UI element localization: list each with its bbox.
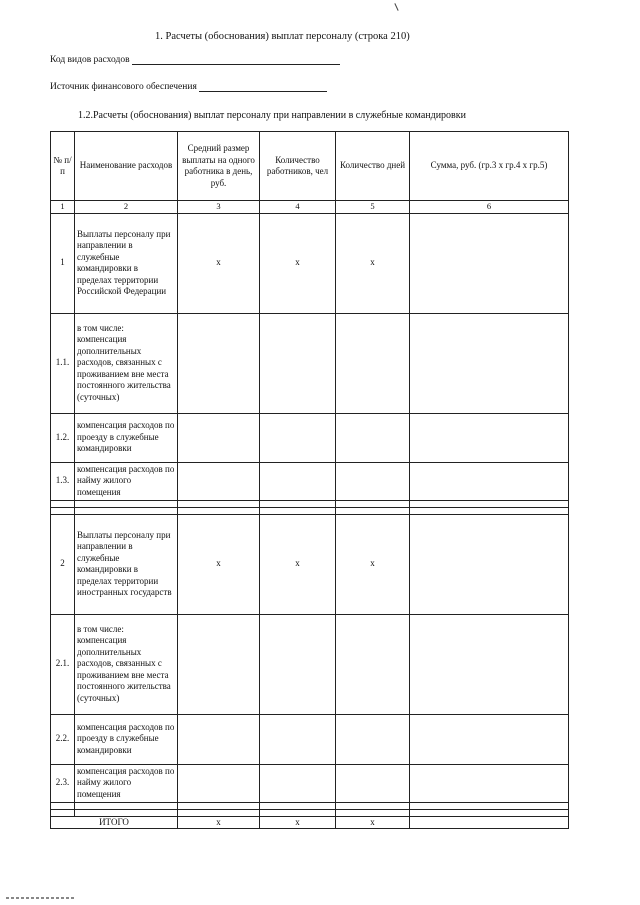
funding-source-blank[interactable] (199, 82, 327, 92)
row-days[interactable] (336, 313, 410, 413)
table-row (51, 213, 569, 313)
column-number: 5 (336, 201, 410, 214)
row-days[interactable] (336, 764, 410, 802)
total-avg-payment[interactable]: x (178, 816, 260, 829)
total-label: ИТОГО (51, 816, 178, 829)
funding-source-label: Источник финансового обеспечения (50, 82, 197, 92)
row-sum[interactable] (410, 213, 569, 313)
row-num: 1.2. (51, 413, 75, 462)
row-sum[interactable] (410, 764, 569, 802)
table-row (51, 413, 569, 462)
row-workers[interactable] (260, 313, 336, 413)
row-workers[interactable] (260, 764, 336, 802)
row-sum[interactable] (410, 313, 569, 413)
header-workers: Количество работников, чел (260, 132, 336, 201)
row-workers[interactable]: x (260, 213, 336, 313)
scan-mark (394, 3, 398, 11)
row-name: в том числе: компенсация дополнительных расходов, связанных с проживанием вне места постоянного жительства (суточных) (75, 614, 178, 714)
header-num: № п/п (51, 132, 75, 201)
row-workers[interactable] (260, 413, 336, 462)
row-avg-payment[interactable] (178, 714, 260, 764)
table-row (51, 514, 569, 614)
table-row (51, 614, 569, 714)
row-days[interactable]: x (336, 514, 410, 614)
row-name: компенсация расходов по найму жилого помещения (75, 462, 178, 500)
total-row (51, 816, 569, 829)
column-numbers-row (51, 201, 569, 214)
page-title: 1. Расчеты (обоснования) выплат персоналу (строка 210) (155, 31, 410, 42)
row-avg-payment[interactable]: x (178, 514, 260, 614)
row-workers[interactable] (260, 714, 336, 764)
row-avg-payment[interactable] (178, 764, 260, 802)
row-num: 1 (51, 213, 75, 313)
table-row (51, 764, 569, 802)
section-subtitle: 1.2.Расчеты (обоснования) выплат персоналу при направлении в служебные командировки (78, 110, 466, 121)
row-days[interactable] (336, 714, 410, 764)
empty-row (51, 809, 569, 816)
total-days[interactable]: x (336, 816, 410, 829)
row-num: 2.3. (51, 764, 75, 802)
row-days[interactable] (336, 614, 410, 714)
column-number: 2 (75, 201, 178, 214)
row-num: 2.2. (51, 714, 75, 764)
header-avg-payment: Средний размер выплаты на одного работника в день, руб. (178, 132, 260, 201)
table-row (51, 313, 569, 413)
row-days[interactable] (336, 413, 410, 462)
row-days[interactable] (336, 462, 410, 500)
funding-source-field (50, 82, 327, 92)
row-name: Выплаты персоналу при направлении в служебные командировки в пределах территории иностранных государств (75, 514, 178, 614)
row-avg-payment[interactable] (178, 614, 260, 714)
row-sum[interactable] (410, 462, 569, 500)
row-name: компенсация расходов по проезду в служебные командировки (75, 413, 178, 462)
header-sum: Сумма, руб. (гр.3 х гр.4 х гр.5) (410, 132, 569, 201)
expense-code-blank[interactable] (132, 55, 340, 65)
scan-footer-artifact (6, 897, 76, 899)
row-sum[interactable] (410, 413, 569, 462)
business-trip-table (50, 131, 569, 829)
row-sum[interactable] (410, 614, 569, 714)
row-avg-payment[interactable] (178, 462, 260, 500)
column-number: 4 (260, 201, 336, 214)
row-days[interactable]: x (336, 213, 410, 313)
header-days: Количество дней (336, 132, 410, 201)
row-workers[interactable] (260, 462, 336, 500)
row-name: в том числе: компенсация дополнительных расходов, связанных с проживанием вне места постоянного жительства (суточных) (75, 313, 178, 413)
row-name: компенсация расходов по найму жилого помещения (75, 764, 178, 802)
expense-code-field (50, 55, 340, 65)
row-avg-payment[interactable] (178, 313, 260, 413)
row-workers[interactable] (260, 614, 336, 714)
row-sum[interactable] (410, 714, 569, 764)
header-name: Наименование расходов (75, 132, 178, 201)
row-avg-payment[interactable]: x (178, 213, 260, 313)
row-num: 2.1. (51, 614, 75, 714)
empty-row (51, 500, 569, 507)
total-sum[interactable] (410, 816, 569, 829)
row-workers[interactable]: x (260, 514, 336, 614)
row-num: 2 (51, 514, 75, 614)
column-number: 6 (410, 201, 569, 214)
column-number: 3 (178, 201, 260, 214)
row-name: компенсация расходов по проезду в служебные командировки (75, 714, 178, 764)
row-name: Выплаты персоналу при направлении в служебные командировки в пределах территории Российской Федерации (75, 213, 178, 313)
table-row (51, 462, 569, 500)
expense-code-label: Код видов расходов (50, 55, 130, 65)
row-num: 1.3. (51, 462, 75, 500)
table-header-row (51, 132, 569, 201)
row-sum[interactable] (410, 514, 569, 614)
table-row (51, 714, 569, 764)
row-num: 1.1. (51, 313, 75, 413)
empty-row (51, 507, 569, 514)
row-avg-payment[interactable] (178, 413, 260, 462)
total-workers[interactable]: x (260, 816, 336, 829)
empty-row (51, 802, 569, 809)
column-number: 1 (51, 201, 75, 214)
